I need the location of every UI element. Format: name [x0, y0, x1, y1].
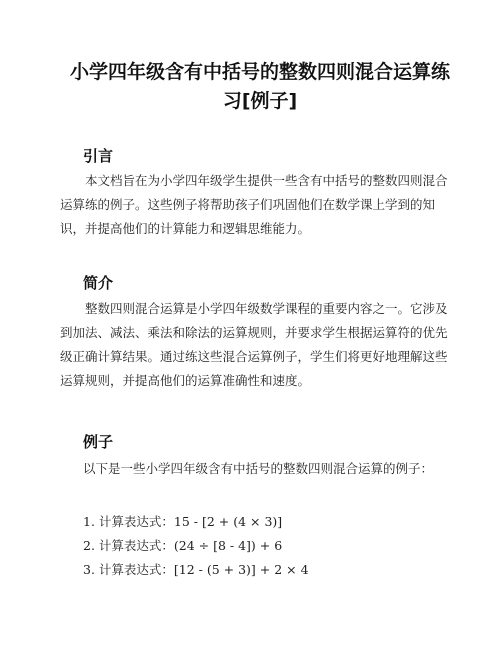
examples-list	[83, 510, 309, 582]
list-item: 1. 计算表达式：15 - [2 + (4 × 3)]	[83, 514, 283, 529]
document-title: 小学四年级含有中括号的整数四则混合运算练习[例子]	[70, 61, 451, 112]
section-heading-examples: 例子	[83, 433, 114, 451]
section-body-overview: 整数四则混合运算是小学四年级数学课程的重要内容之一。它涉及到加法、减法、乘法和除法的运算规则，并要求学生根据运算符的优先级正确计算结果。通过练这些混合运算例子，学生们将更好地理解这些运算规则，并提高他们的运算准确性和速度。	[60, 301, 448, 388]
examples-intro: 以下是一些小学四年级含有中括号的整数四则混合运算的例子：	[83, 461, 434, 476]
list-item: 2. 计算表达式：(24 ÷ [8 - 4]) + 6	[83, 538, 283, 553]
section-heading-introduction: 引言	[83, 147, 114, 165]
section-body-introduction: 本文档旨在为小学四年级学生提供一些含有中括号的整数四则混合运算练的例子。这些例子将帮助孩子们巩固他们在数学课上学到的知识，并提高他们的计算能力和逻辑思维能力。	[60, 173, 448, 236]
section-heading-overview: 简介	[83, 274, 114, 292]
list-item: 3. 计算表达式：[12 - (5 + 3)] + 2 × 4	[83, 562, 309, 577]
